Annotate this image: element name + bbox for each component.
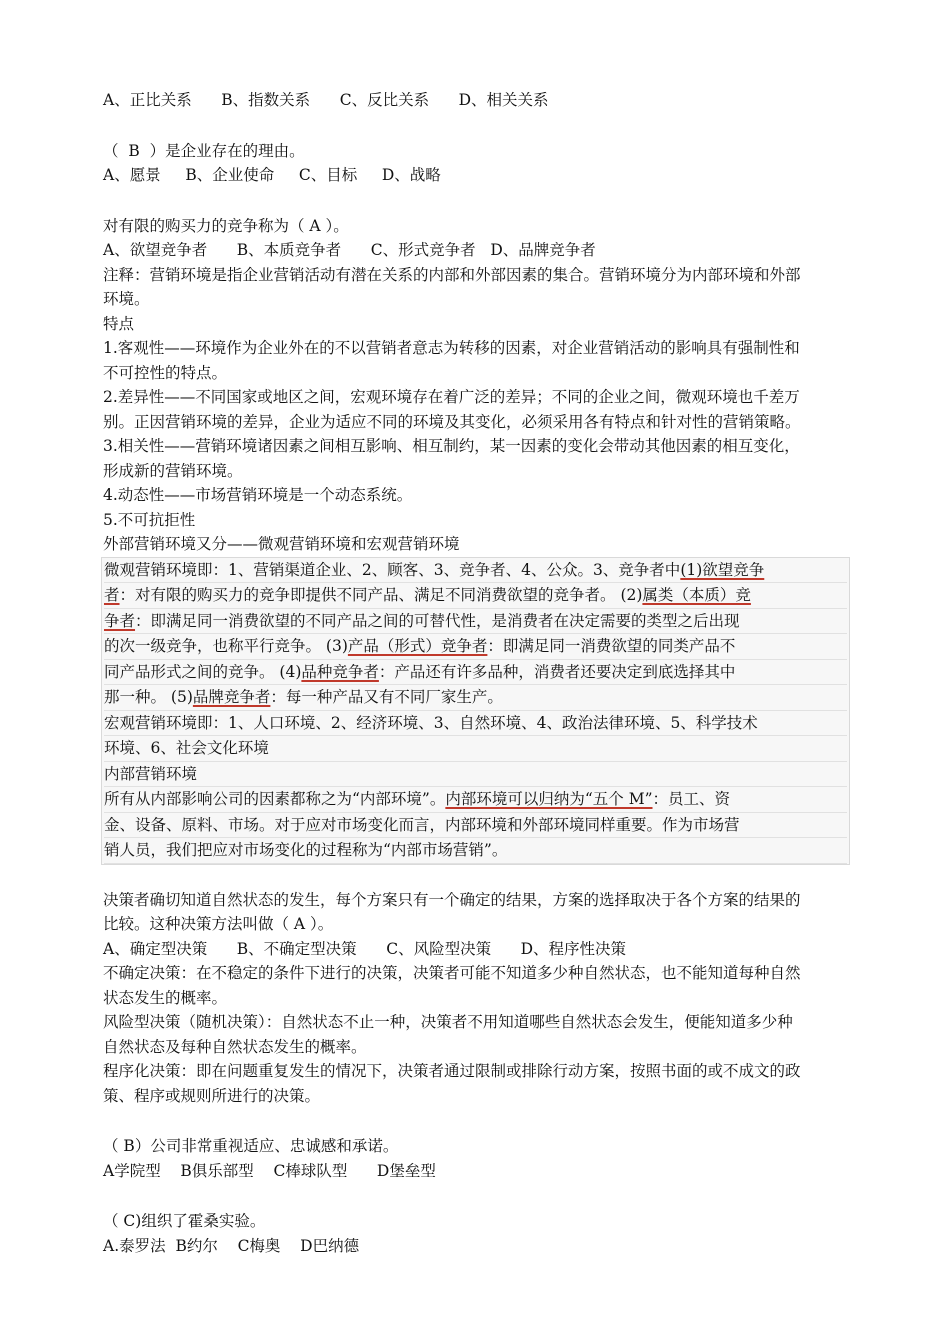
- document-body: [103, 88, 850, 1258]
- micro-env-line4: 的次一级竞争，也称平行竞争。 (3)产品（形式）竞争者：即满足同一消费欲望的同类产品不: [104, 634, 847, 660]
- underlined-term: 内部环境可以归纳为“五个 M”: [445, 790, 653, 808]
- feature-4: 4.动态性——市场营销环境是一个动态系统。: [103, 486, 413, 504]
- q4-options: A、确定型决策 B、不确定型决策 C、风险型决策 D、程序性决策: [103, 939, 627, 958]
- q6-options: A.泰罗法 B约尔 C梅奥 D巴纳德: [103, 1236, 360, 1255]
- underlined-term: 产品（形式）竞争者: [347, 637, 488, 655]
- underlined-term: 者: [104, 586, 120, 604]
- internal-env-line3: 销人员，我们把应对市场变化的过程称为“内部市场营销”。: [104, 838, 847, 864]
- feature-3-line1: 3.相关性——营销环境诸因素之间相互影响、相互制约，某一因素的变化会带动其他因素的相互变化，: [103, 437, 800, 455]
- feature-2-line2: 别。正因营销环境的差异，企业为适应不同的环境及其变化，必须采用各有特点和针对性的营销策略。: [103, 412, 801, 431]
- feature-5: 5.不可抗拒性: [103, 510, 196, 529]
- macro-env-line2: 环境、6、社会文化环境: [104, 736, 847, 762]
- micro-env-line5: 同产品形式之间的竞争。 (4)品种竞争者：产品还有许多品种，消费者还要决定到底选择其中: [104, 660, 847, 686]
- features-title: 特点: [103, 314, 135, 333]
- q3-note-line1: 注释：营销环境是指企业营销活动有潜在关系的内部和外部因素的集合。营销环境分为内部环境和外部: [103, 265, 801, 284]
- micro-env-line3: 争者：即满足同一消费欲望的不同产品之间的可替代性，是消费者在决定需要的类型之后出现: [104, 609, 847, 635]
- q6-stem: （ C)组织了霍桑实验。: [103, 1212, 266, 1230]
- q4-stem-line1: 决策者确切知道自然状态的发生，每个方案只有一个确定的结果，方案的选择取决于各个方案的结果的: [103, 890, 801, 909]
- q4-note1-line2: 状态发生的概率。: [103, 988, 228, 1007]
- q5-stem: （ B）公司非常重视适应、忠诚感和承诺。: [103, 1137, 399, 1155]
- underlined-term: 品牌竞争者: [192, 688, 271, 706]
- underlined-term: 属类（本质）竞: [642, 586, 751, 604]
- q4-stem-line2: 比较。这种决策方法叫做（ A ）。: [103, 915, 334, 933]
- macro-env-line1: 宏观营销环境即：1、人口环境、2、经济环境、3、自然环境、4、政治法律环境、5、科学技术: [104, 711, 847, 737]
- underlined-term: (1)欲望竞争: [680, 560, 765, 579]
- q5-options: A学院型 B俱乐部型 C棒球队型 D堡垒型: [103, 1161, 436, 1180]
- internal-env-line1: 所有从内部影响公司的因素都称之为“内部环境”。内部环境可以归纳为“五个 M”：员工、资: [104, 787, 847, 813]
- micro-env-line1: 微观营销环境即：1、营销渠道企业、2、顾客、3、竞争者、4、公众。3、竞争者中(1)欲望竞争: [104, 558, 847, 584]
- q3-stem: 对有限的购买力的竞争称为（ A ）。: [103, 216, 349, 235]
- q4-note2-line2: 自然状态及每种自然状态发生的概率。: [103, 1037, 367, 1056]
- q1-options: A、正比关系 B、指数关系 C、反比关系 D、相关关系: [103, 91, 549, 109]
- feature-3-line2: 形成新的营销环境。: [103, 461, 243, 480]
- q2-stem: （ B ）是企业存在的理由。: [103, 141, 305, 160]
- internal-env-title: 内部营销环境: [104, 762, 847, 788]
- q4-note1-line1: 不确定决策：在不稳定的条件下进行的决策，决策者可能不知道多少种自然状态，也不能知道每种自然: [103, 964, 801, 982]
- micro-env-line2: 者：对有限的购买力的竞争即提供不同产品、满足不同消费欲望的竞争者。 (2)属类（本质）竞: [104, 583, 847, 609]
- q4-note2-line1: 风险型决策（随机决策）：自然状态不止一种，决策者不用知道哪些自然状态会发生，便能知道多少种: [103, 1013, 793, 1031]
- feature-2-line1: 2.差异性——不同国家或地区之间，宏观环境存在着广泛的差异；不同的企业之间，微观环境也千差万: [103, 388, 800, 406]
- q2-options: A、愿景 B、企业使命 C、目标 D、战略: [103, 166, 441, 184]
- feature-1-line2: 不可控性的特点。: [103, 363, 228, 382]
- underlined-term: 品种竞争者: [301, 662, 379, 681]
- underlined-term: 争者: [104, 611, 136, 630]
- internal-env-line2: 金、设备、原料、市场。对于应对市场变化而言，内部环境和外部环境同样重要。作为市场营: [104, 813, 847, 839]
- feature-1-line1: 1.客观性——环境作为企业外在的不以营销者意志为转移的因素，对企业营销活动的影响具有强制性和: [103, 339, 800, 357]
- q3-note-line2: 环境。: [103, 290, 150, 308]
- external-env-title: 外部营销环境又分——微观营销环境和宏观营销环境: [103, 535, 460, 553]
- micro-env-line6: 那一种。 (5)品牌竞争者：每一种产品又有不同厂家生产。: [104, 685, 847, 711]
- q4-note3-line1: 程序化决策：即在问题重复发生的情况下，决策者通过限制或排除行动方案，按照书面的或不成文的政: [103, 1062, 801, 1080]
- q4-note3-line2: 策、程序或规则所进行的决策。: [103, 1086, 321, 1105]
- q3-options: A、欲望竞争者 B、本质竞争者 C、形式竞争者 D、品牌竞争者: [103, 241, 596, 259]
- highlighted-passage: [101, 557, 850, 865]
